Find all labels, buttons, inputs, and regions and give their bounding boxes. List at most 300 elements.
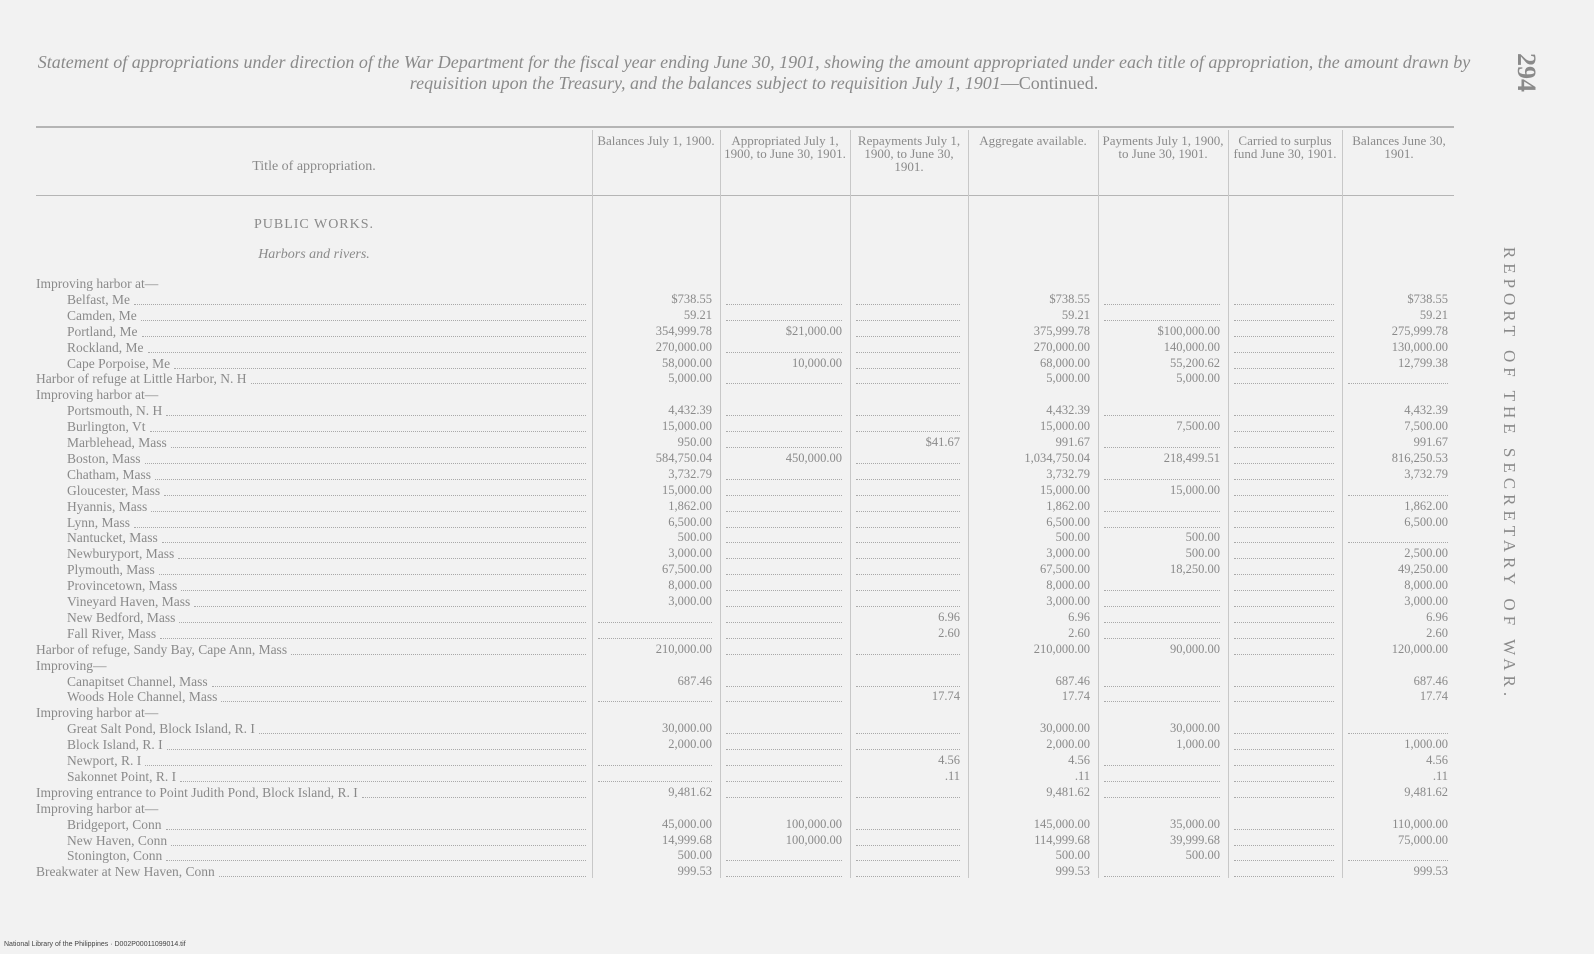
balance-1901-cell: 6.96 <box>1426 609 1448 624</box>
empty-cell-leader <box>1234 320 1334 321</box>
empty-cell-leader <box>1104 320 1220 321</box>
repayments-cell: 2.60 <box>938 625 960 640</box>
empty-cell-leader <box>1234 797 1334 798</box>
empty-cell-leader <box>1234 686 1334 687</box>
empty-cell-leader <box>856 749 960 750</box>
appropriated-cell: 450,000.00 <box>785 450 842 465</box>
balance-1901-cell: $738.55 <box>1407 291 1448 306</box>
empty-cell-leader <box>856 368 960 369</box>
row-label: Harbor of refuge, Sandy Bay, Cape Ann, Mass <box>36 641 288 657</box>
row-label: Improving harbor at— <box>36 276 159 291</box>
aggregate-cell: 30,000.00 <box>1040 721 1090 736</box>
payments-cell: 90,000.00 <box>1170 641 1220 656</box>
empty-cell-leader <box>1104 590 1220 591</box>
row-label: Rockland, Me <box>67 339 144 355</box>
balance-1901-cell: 1,000.00 <box>1404 737 1448 752</box>
balance-1900-cell: 2,000.00 <box>668 737 712 752</box>
empty-cell-leader <box>1234 781 1334 782</box>
empty-cell-leader <box>726 574 842 575</box>
row-label: New Bedford, Mass <box>67 609 176 625</box>
balance-1901-cell: 75,000.00 <box>1398 832 1448 847</box>
empty-cell-leader <box>726 352 842 353</box>
empty-cell-leader <box>1104 686 1220 687</box>
aggregate-cell: 687.46 <box>1055 673 1090 688</box>
aggregate-cell: 5,000.00 <box>1046 371 1090 386</box>
row-label: Stonington, Conn <box>67 848 163 864</box>
col-balances-1900-header: Balances July 1, 1900. <box>597 133 715 148</box>
empty-cell-leader <box>726 431 842 432</box>
aggregate-cell: 15,000.00 <box>1040 419 1090 434</box>
empty-cell-leader <box>856 431 960 432</box>
leader-dots <box>142 336 587 337</box>
appropriated-cell: 100,000.00 <box>785 816 842 831</box>
empty-cell-leader <box>856 860 960 861</box>
balance-1900-cell: 3,732.79 <box>668 466 712 481</box>
empty-cell-leader <box>856 686 960 687</box>
aggregate-cell: 991.67 <box>1055 435 1090 449</box>
empty-cell-leader <box>856 606 960 607</box>
aggregate-cell: 6,500.00 <box>1046 514 1090 529</box>
row-label: Hyannis, Mass <box>67 498 148 514</box>
empty-cell-leader <box>726 765 842 766</box>
empty-cell-leader <box>1234 558 1334 559</box>
leader-dots <box>162 542 586 543</box>
leader-dots <box>164 495 586 496</box>
repayments-cell: $41.67 <box>925 435 960 449</box>
row-label: Portsmouth, N. H <box>67 403 163 419</box>
aggregate-cell: 500.00 <box>1055 848 1090 863</box>
leader-dots <box>167 749 586 750</box>
row-label: Improving harbor at— <box>36 387 159 403</box>
leader-dots <box>362 797 586 798</box>
balance-1901-cell: 9,481.62 <box>1404 784 1448 799</box>
balance-1900-cell: 14,999.68 <box>662 832 712 847</box>
payments-cell: 5,000.00 <box>1176 371 1220 386</box>
row-label: Great Salt Pond, Block Island, R. I <box>67 721 255 737</box>
row-label: Breakwater at New Haven, Conn <box>36 864 215 880</box>
header-bottom-rule <box>36 195 1454 196</box>
empty-cell-leader <box>598 701 712 702</box>
balance-1901-cell: 2,500.00 <box>1404 546 1448 561</box>
empty-cell-leader <box>1104 797 1220 798</box>
aggregate-cell: 3,732.79 <box>1046 466 1090 481</box>
empty-cell-leader <box>726 558 842 559</box>
column-divider <box>850 130 851 878</box>
balance-1901-cell: 8,000.00 <box>1404 578 1448 593</box>
empty-cell-leader <box>856 304 960 305</box>
balance-1900-cell: 500.00 <box>677 530 712 545</box>
page-number: 294 <box>1512 53 1541 92</box>
row-label: Canapitset Channel, Mass <box>67 673 208 689</box>
appropriated-cell: $21,000.00 <box>785 323 842 338</box>
scan-footer: National Library of the Philippines · D002P00011099014.tif <box>4 941 186 948</box>
balance-1901-cell: 687.46 <box>1413 673 1448 688</box>
empty-cell-leader <box>1234 860 1334 861</box>
aggregate-cell: 1,034,750.04 <box>1024 450 1090 465</box>
payments-cell: $100,000.00 <box>1157 323 1220 338</box>
empty-cell-leader <box>1234 336 1334 337</box>
empty-cell-leader <box>1104 781 1220 782</box>
payments-cell: 30,000.00 <box>1170 721 1220 736</box>
empty-cell-leader <box>1348 542 1448 543</box>
empty-cell-leader <box>1234 542 1334 543</box>
aggregate-cell: 8,000.00 <box>1046 578 1090 593</box>
repayments-cell: .11 <box>944 768 960 783</box>
column-divider <box>592 130 593 878</box>
empty-cell-leader <box>856 876 960 877</box>
aggregate-cell: 17.74 <box>1061 689 1090 704</box>
balance-1900-cell: 58,000.00 <box>662 355 712 370</box>
empty-cell-leader <box>726 622 842 623</box>
leader-dots <box>145 463 586 464</box>
leader-dots <box>134 527 586 528</box>
empty-cell-leader <box>1234 383 1334 384</box>
payments-cell: 1,000.00 <box>1176 737 1220 752</box>
empty-cell-leader <box>856 320 960 321</box>
leader-dots <box>174 368 586 369</box>
row-label: Chatham, Mass <box>67 466 151 482</box>
aggregate-cell: 68,000.00 <box>1040 355 1090 370</box>
empty-cell-leader <box>1104 701 1220 702</box>
repayments-cell: 17.74 <box>931 689 960 704</box>
empty-cell-leader <box>856 829 960 830</box>
leader-dots <box>148 352 587 353</box>
balance-1900-cell: 584,750.04 <box>655 450 712 465</box>
balance-1900-cell: 1,862.00 <box>668 498 712 513</box>
empty-cell-leader <box>726 701 842 702</box>
aggregate-cell: 114,999.68 <box>1034 832 1090 847</box>
aggregate-cell: 210,000.00 <box>1033 641 1090 656</box>
empty-cell-leader <box>1234 622 1334 623</box>
payments-cell: 15,000.00 <box>1170 482 1220 497</box>
repayments-cell: 4.56 <box>938 753 960 767</box>
col-balances-1901-header: Balances June 30, 1901. <box>1352 133 1446 161</box>
header-top-rule <box>36 126 1454 128</box>
payments-cell: 55,200.62 <box>1170 355 1220 370</box>
empty-cell-leader <box>726 527 842 528</box>
empty-cell-leader <box>1234 638 1334 639</box>
col-payments-header: Payments July 1, 1900, to June 30, 1901. <box>1102 133 1224 161</box>
aggregate-cell: 999.53 <box>1055 864 1090 879</box>
balance-1900-cell: 45,000.00 <box>662 816 712 831</box>
empty-cell-leader <box>856 590 960 591</box>
balance-1900-cell: 9,481.62 <box>668 784 712 799</box>
row-label: Lynn, Mass <box>67 514 131 530</box>
aggregate-cell: 67,500.00 <box>1040 562 1090 577</box>
leader-dots <box>141 320 586 321</box>
balance-1901-cell: 120,000.00 <box>1391 641 1448 656</box>
empty-cell-leader <box>1234 304 1334 305</box>
empty-cell-leader <box>856 542 960 543</box>
col-appropriated-header: Appropriated July 1, 1900, to June 30, 1901. <box>724 133 846 161</box>
leader-dots <box>259 733 586 734</box>
leader-dots <box>150 431 586 432</box>
balance-1901-cell: 110,000.00 <box>1392 816 1448 831</box>
aggregate-cell: 4.56 <box>1068 753 1090 767</box>
empty-cell-leader <box>726 876 842 877</box>
balance-1901-cell: 49,250.00 <box>1398 562 1448 577</box>
caption-main: Statement of appropriations under direction of the War Department for the fiscal year ending June 30, 1901, showing the amount appropriated under each title of appropriation, the amount drawn by requisition upon the Treasury, and the balances subject to requisition July 1, 1901 <box>37 52 1471 93</box>
row-label: Cape Porpoise, Me <box>67 355 171 371</box>
empty-cell-leader <box>1234 511 1334 512</box>
empty-cell-leader <box>856 352 960 353</box>
payments-cell: 140,000.00 <box>1163 339 1220 354</box>
row-label: Nantucket, Mass <box>67 530 158 546</box>
row-label: Provincetown, Mass <box>67 578 178 594</box>
empty-cell-leader <box>1104 638 1220 639</box>
empty-cell-leader <box>1348 860 1448 861</box>
balance-1900-cell: 354,999.78 <box>655 323 712 338</box>
leader-dots <box>212 686 586 687</box>
leader-dots <box>171 447 586 448</box>
empty-cell-leader <box>726 797 842 798</box>
empty-cell-leader <box>1104 447 1220 448</box>
aggregate-cell: 6.96 <box>1068 609 1090 624</box>
payments-cell: 218,499.51 <box>1163 450 1220 465</box>
balance-1901-cell: 17.74 <box>1419 689 1448 704</box>
aggregate-cell: .11 <box>1074 768 1090 783</box>
leader-dots <box>145 765 586 766</box>
row-label: Improving harbor at— <box>36 800 159 816</box>
empty-cell-leader <box>726 686 842 687</box>
empty-cell-leader <box>1104 876 1220 877</box>
row-label: Newburyport, Mass <box>67 546 175 562</box>
empty-cell-leader <box>1348 495 1448 496</box>
balance-1900-cell: 15,000.00 <box>662 419 712 434</box>
leader-dots <box>166 860 586 861</box>
row-label: Burlington, Vt <box>67 419 146 435</box>
leader-dots <box>160 638 586 639</box>
empty-cell-leader <box>1104 622 1220 623</box>
section-subtitle: Harbors and rivers. <box>258 247 370 262</box>
balance-1900-cell: 270,000.00 <box>655 339 712 354</box>
empty-cell-leader <box>856 558 960 559</box>
empty-cell-leader <box>1104 511 1220 512</box>
empty-cell-leader <box>856 845 960 846</box>
empty-cell-leader <box>1234 701 1334 702</box>
balance-1901-cell: 130,000.00 <box>1391 339 1448 354</box>
column-divider <box>720 130 721 878</box>
balance-1901-cell: 3,000.00 <box>1404 594 1448 608</box>
col-aggregate-header: Aggregate available. <box>979 133 1087 148</box>
leader-dots <box>171 845 586 846</box>
running-head: REPORT OF THE SECRETARY OF WAR. <box>1500 246 1519 702</box>
empty-cell-leader <box>726 320 842 321</box>
empty-cell-leader <box>726 479 842 480</box>
empty-cell-leader <box>1234 654 1334 655</box>
row-label: Harbor of refuge at Little Harbor, N. H <box>36 371 247 387</box>
leader-dots <box>291 654 586 655</box>
empty-cell-leader <box>1234 733 1334 734</box>
payments-cell: 7,500.00 <box>1176 419 1220 434</box>
balance-1900-cell: 3,000.00 <box>668 594 712 608</box>
empty-cell-leader <box>1234 431 1334 432</box>
balance-1900-cell: 210,000.00 <box>655 641 712 656</box>
repayments-cell: 6.96 <box>938 609 960 624</box>
empty-cell-leader <box>726 860 842 861</box>
empty-cell-leader <box>726 304 842 305</box>
empty-cell-leader <box>1104 606 1220 607</box>
empty-cell-leader <box>1104 765 1220 766</box>
aggregate-cell: 59.21 <box>1061 307 1090 322</box>
balance-1901-cell: 999.53 <box>1413 864 1448 879</box>
empty-cell-leader <box>598 638 712 639</box>
balance-1900-cell: 15,000.00 <box>662 482 712 497</box>
column-divider <box>968 130 969 878</box>
empty-cell-leader <box>1234 352 1334 353</box>
empty-cell-leader <box>1234 606 1334 607</box>
balance-1900-cell: 6,500.00 <box>668 514 712 529</box>
payments-cell: 500.00 <box>1185 530 1220 545</box>
aggregate-cell: 2.60 <box>1068 625 1090 640</box>
balance-1901-cell: 991.67 <box>1413 435 1448 449</box>
empty-cell-leader <box>856 511 960 512</box>
empty-cell-leader <box>1234 749 1334 750</box>
row-label: Vineyard Haven, Mass <box>67 594 191 609</box>
empty-cell-leader <box>726 495 842 496</box>
empty-cell-leader <box>726 606 842 607</box>
payments-cell: 18,250.00 <box>1170 562 1220 577</box>
appropriated-cell: 10,000.00 <box>792 355 842 370</box>
leader-dots <box>181 590 586 591</box>
balance-1900-cell: 5,000.00 <box>668 371 712 386</box>
leader-dots <box>151 511 586 512</box>
row-label: Camden, Me <box>67 307 137 323</box>
balance-1901-cell: 275,999.78 <box>1391 323 1448 338</box>
empty-cell-leader <box>1234 479 1334 480</box>
empty-cell-leader <box>1234 447 1334 448</box>
leader-dots <box>159 574 586 575</box>
empty-cell-leader <box>726 590 842 591</box>
row-label: Newport, R. I <box>67 753 142 768</box>
balance-1901-cell: 7,500.00 <box>1404 419 1448 434</box>
col-repayments-header: Repayments July 1, 1900, to June 30, 1901. <box>857 133 961 174</box>
leader-dots <box>178 558 586 559</box>
balance-1901-cell: 816,250.53 <box>1391 450 1448 465</box>
empty-cell-leader <box>856 574 960 575</box>
leader-dots <box>251 383 586 384</box>
row-label: Boston, Mass <box>67 450 141 466</box>
empty-cell-leader <box>1234 368 1334 369</box>
empty-cell-leader <box>726 383 842 384</box>
aggregate-cell: 500.00 <box>1055 530 1090 545</box>
balance-1901-cell: 1,862.00 <box>1404 498 1448 513</box>
empty-cell-leader <box>1234 829 1334 830</box>
empty-cell-leader <box>726 511 842 512</box>
row-label: New Haven, Conn <box>67 832 168 848</box>
balance-1900-cell: $738.55 <box>671 291 712 306</box>
aggregate-cell: 1,862.00 <box>1046 498 1090 513</box>
leader-dots <box>179 622 586 623</box>
empty-cell-leader <box>1348 733 1448 734</box>
caption-continued: —Continued. <box>1000 73 1099 93</box>
empty-cell-leader <box>856 463 960 464</box>
aggregate-cell: 9,481.62 <box>1046 784 1090 799</box>
empty-cell-leader <box>856 495 960 496</box>
empty-cell-leader <box>726 415 842 416</box>
empty-cell-leader <box>856 527 960 528</box>
row-label: Improving— <box>36 657 107 673</box>
col-title-header: Title of appropriation. <box>252 159 376 174</box>
empty-cell-leader <box>726 447 842 448</box>
empty-cell-leader <box>726 638 842 639</box>
leader-dots <box>134 304 586 305</box>
empty-cell-leader <box>1104 527 1220 528</box>
column-divider <box>1342 130 1343 878</box>
empty-cell-leader <box>1234 574 1334 575</box>
aggregate-cell: 3,000.00 <box>1046 546 1090 561</box>
row-label: Belfast, Me <box>67 291 130 307</box>
leader-dots <box>166 829 587 830</box>
empty-cell-leader <box>1234 590 1334 591</box>
empty-cell-leader <box>856 479 960 480</box>
balance-1901-cell: 4.56 <box>1426 753 1448 767</box>
empty-cell-leader <box>1104 415 1220 416</box>
leader-dots <box>180 781 586 782</box>
empty-cell-leader <box>726 781 842 782</box>
empty-cell-leader <box>1234 845 1334 846</box>
aggregate-cell: 3,000.00 <box>1046 594 1090 608</box>
empty-cell-leader <box>856 415 960 416</box>
empty-cell-leader <box>1104 304 1220 305</box>
balance-1900-cell: 67,500.00 <box>662 562 712 577</box>
empty-cell-leader <box>1234 495 1334 496</box>
leader-dots <box>194 606 586 607</box>
row-label: Portland, Me <box>67 323 138 339</box>
balance-1900-cell: 999.53 <box>677 864 712 879</box>
aggregate-cell: 270,000.00 <box>1033 339 1090 354</box>
column-divider <box>1098 130 1099 878</box>
balance-1900-cell: 687.46 <box>677 673 712 688</box>
balance-1901-cell: 12,799.38 <box>1398 355 1448 370</box>
row-label: Fall River, Mass <box>67 625 157 641</box>
empty-cell-leader <box>856 336 960 337</box>
empty-cell-leader <box>1234 765 1334 766</box>
balance-1901-cell: 4,432.39 <box>1404 403 1448 418</box>
balance-1901-cell: 3,732.79 <box>1404 466 1448 481</box>
row-label: Marblehead, Mass <box>67 435 167 450</box>
leader-dots <box>219 876 586 877</box>
row-label: Bridgeport, Conn <box>67 816 162 832</box>
empty-cell-leader <box>856 797 960 798</box>
leader-dots <box>221 701 586 702</box>
empty-cell-leader <box>856 654 960 655</box>
balance-1900-cell: 59.21 <box>683 307 712 322</box>
aggregate-cell: 145,000.00 <box>1033 816 1090 831</box>
empty-cell-leader <box>856 733 960 734</box>
section-title: PUBLIC WORKS. <box>253 217 375 232</box>
empty-cell-leader <box>1234 876 1334 877</box>
balance-1900-cell: 3,000.00 <box>668 546 712 561</box>
payments-cell: 39,999.68 <box>1170 832 1220 847</box>
balance-1900-cell: 950.00 <box>677 435 712 449</box>
empty-cell-leader <box>598 781 712 782</box>
table-caption <box>34 52 1474 94</box>
empty-cell-leader <box>726 733 842 734</box>
empty-cell-leader <box>1234 463 1334 464</box>
row-label: Improving harbor at— <box>36 705 159 721</box>
payments-cell: 500.00 <box>1185 546 1220 561</box>
empty-cell-leader <box>1234 415 1334 416</box>
row-label: Sakonnet Point, R. I <box>67 768 177 784</box>
empty-cell-leader <box>1348 383 1448 384</box>
leader-dots <box>166 415 586 416</box>
empty-cell-leader <box>598 765 712 766</box>
empty-cell-leader <box>726 749 842 750</box>
payments-cell: 500.00 <box>1185 848 1220 863</box>
empty-cell-leader <box>1104 479 1220 480</box>
empty-cell-leader <box>726 542 842 543</box>
